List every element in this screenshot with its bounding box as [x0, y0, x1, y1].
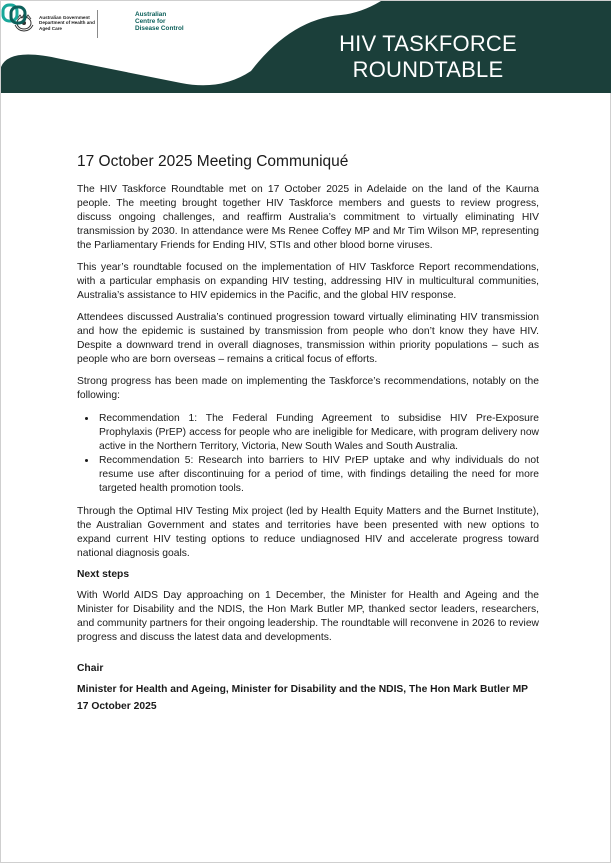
chair-label: Chair: [77, 662, 104, 674]
paragraph-4: Strong progress has been made on implementing the Taskforce’s recommendations, notably on the following:: [77, 376, 539, 402]
acdc-logo-icon: [1, 1, 27, 27]
list-item: • Recommendation 1: The Federal Funding Agreement to subsidise HIV Pre-Exposure Prophylaxis (PrEP) access for people who are ineligible for Medicare, with program delivery now active in the Northern Territory, Victoria, New South Wales and South Australia.: [97, 412, 539, 454]
gov-logo-text: Australian Government Department of Health and Aged Care: [39, 15, 95, 31]
communique-date: 17 October 2025: [77, 700, 157, 712]
paragraph-3: Attendees discussed Australia’s continued progression toward virtually eliminating HIV transmission and how the epidemic is sustained by transmission from people who don’t know they have HIV. Despite a downward trend in overall diagnoses, transmission within priority populations – such as people who are born overseas – remains a critical focus of efforts.: [77, 312, 539, 365]
logo-divider: [97, 10, 98, 38]
paragraph-2: This year’s roundtable focused on the implementation of HIV Taskforce Report recommendations, with a particular emphasis on expanding HIV testing, addressing HIV in multicultural communities, Australia’s assistance to HIV epidemics in the Pacific, and the global HIV response.: [77, 262, 539, 301]
chair-name: Minister for Health and Ageing, Minister for Disability and the NDIS, The Hon Mark Butler MP: [77, 683, 529, 695]
page-header: [1, 1, 611, 93]
next-steps-paragraph: With World AIDS Day approaching on 1 December, the Minister for Health and Ageing and the Minister for Disability and the NDIS, the Hon Mark Butler MP, thanked sector leaders, researchers, and community partners for their ongoing leadership. The roundtable will reconvene in 2026 to review progress and discuss the latest data and developments.: [77, 590, 539, 643]
paragraph-5: Through the Optimal HIV Testing Mix project (led by Health Equity Matters and the Burnet Institute), the Australian Government and states and territories have been presented with new options to expand current HIV testing options to reduce undiagnosed HIV and accelerate progress toward national diagnosis goals.: [77, 506, 539, 559]
list-item: • Recommendation 5: Research into barriers to HIV PrEP uptake and why individuals do not resume use after discontinuing for a period of time, with findings detailing the need for more targeted health promotion tools.: [97, 454, 539, 496]
document-body: [77, 153, 539, 722]
partner-logo-text: Australian Centre for Disease Control: [135, 11, 184, 32]
paragraph-1: The HIV Taskforce Roundtable met on 17 October 2025 in Adelaide on the land of the Kaurna people. The meeting brought together HIV Taskforce members and guests to review progress, discuss ongoing challenges, and reaffirm Australia’s commitment to virtually eliminating HIV transmission by 2030. In attendance were Ms Renee Coffey MP and Mr Tim Wilson MP, representing the Parliamentary Friends for Ending HIV, STIs and other blood borne viruses.: [77, 184, 539, 251]
recommendations-list: [77, 412, 539, 496]
next-steps-heading: Next steps: [77, 569, 130, 581]
communique-heading: 17 October 2025 Meeting Communiqué: [77, 153, 349, 170]
banner-title: HIV TASKFORCE ROUNDTABLE: [339, 31, 517, 82]
